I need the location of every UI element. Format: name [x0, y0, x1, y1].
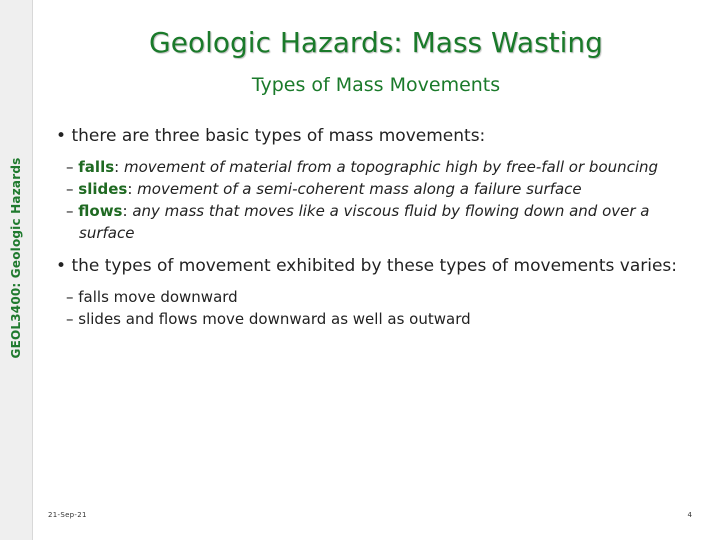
bullet-icon: • — [56, 256, 67, 276]
term-falls: falls — [78, 158, 115, 176]
sub-item — [66, 286, 706, 308]
course-label: GEOL3400: Geologic Hazards — [9, 157, 23, 359]
sub-item-text: falls move downward — [78, 288, 238, 306]
bullet-text: there are three basic types of mass movements: — [71, 126, 486, 146]
sub-list — [56, 286, 706, 330]
slide-content — [56, 124, 706, 330]
definition-slides: movement of a semi-coherent mass along a failure surface — [137, 180, 582, 198]
sub-item-flows — [66, 200, 706, 244]
term-flows: flows — [78, 202, 123, 220]
definition-flows: any mass that moves like a viscous fluid by flowing down and over a surface — [79, 202, 650, 242]
definition-falls: movement of material from a topographic high by free-fall or bouncing — [123, 158, 659, 176]
slide-subtitle: Types of Mass Movements — [251, 74, 501, 96]
bullet-item — [56, 254, 706, 278]
term-colon: : — [114, 158, 124, 176]
dash-icon: – — [66, 158, 74, 176]
dash-icon: – — [66, 288, 74, 306]
dash-icon: – — [66, 310, 74, 328]
bullet-text: the types of movement exhibited by these types of movements varies: — [71, 256, 677, 276]
term-colon: : — [127, 180, 138, 198]
sub-item-slides — [66, 178, 706, 200]
sidebar — [0, 0, 33, 540]
term-slides: slides — [78, 180, 128, 198]
dash-icon: – — [66, 202, 74, 220]
sub-item — [66, 308, 706, 330]
footer-date: 21-Sep-21 — [48, 511, 87, 519]
page-number: 4 — [687, 511, 692, 519]
slide-title: Geologic Hazards: Mass Wasting — [149, 26, 603, 59]
bullet-item — [56, 124, 706, 148]
sub-item-text: slides and flows move downward as well as outward — [78, 310, 471, 328]
term-colon: : — [122, 202, 133, 220]
bullet-icon: • — [56, 126, 67, 146]
dash-icon: – — [66, 180, 74, 198]
sub-list — [56, 156, 706, 244]
sub-item-falls — [66, 156, 706, 178]
